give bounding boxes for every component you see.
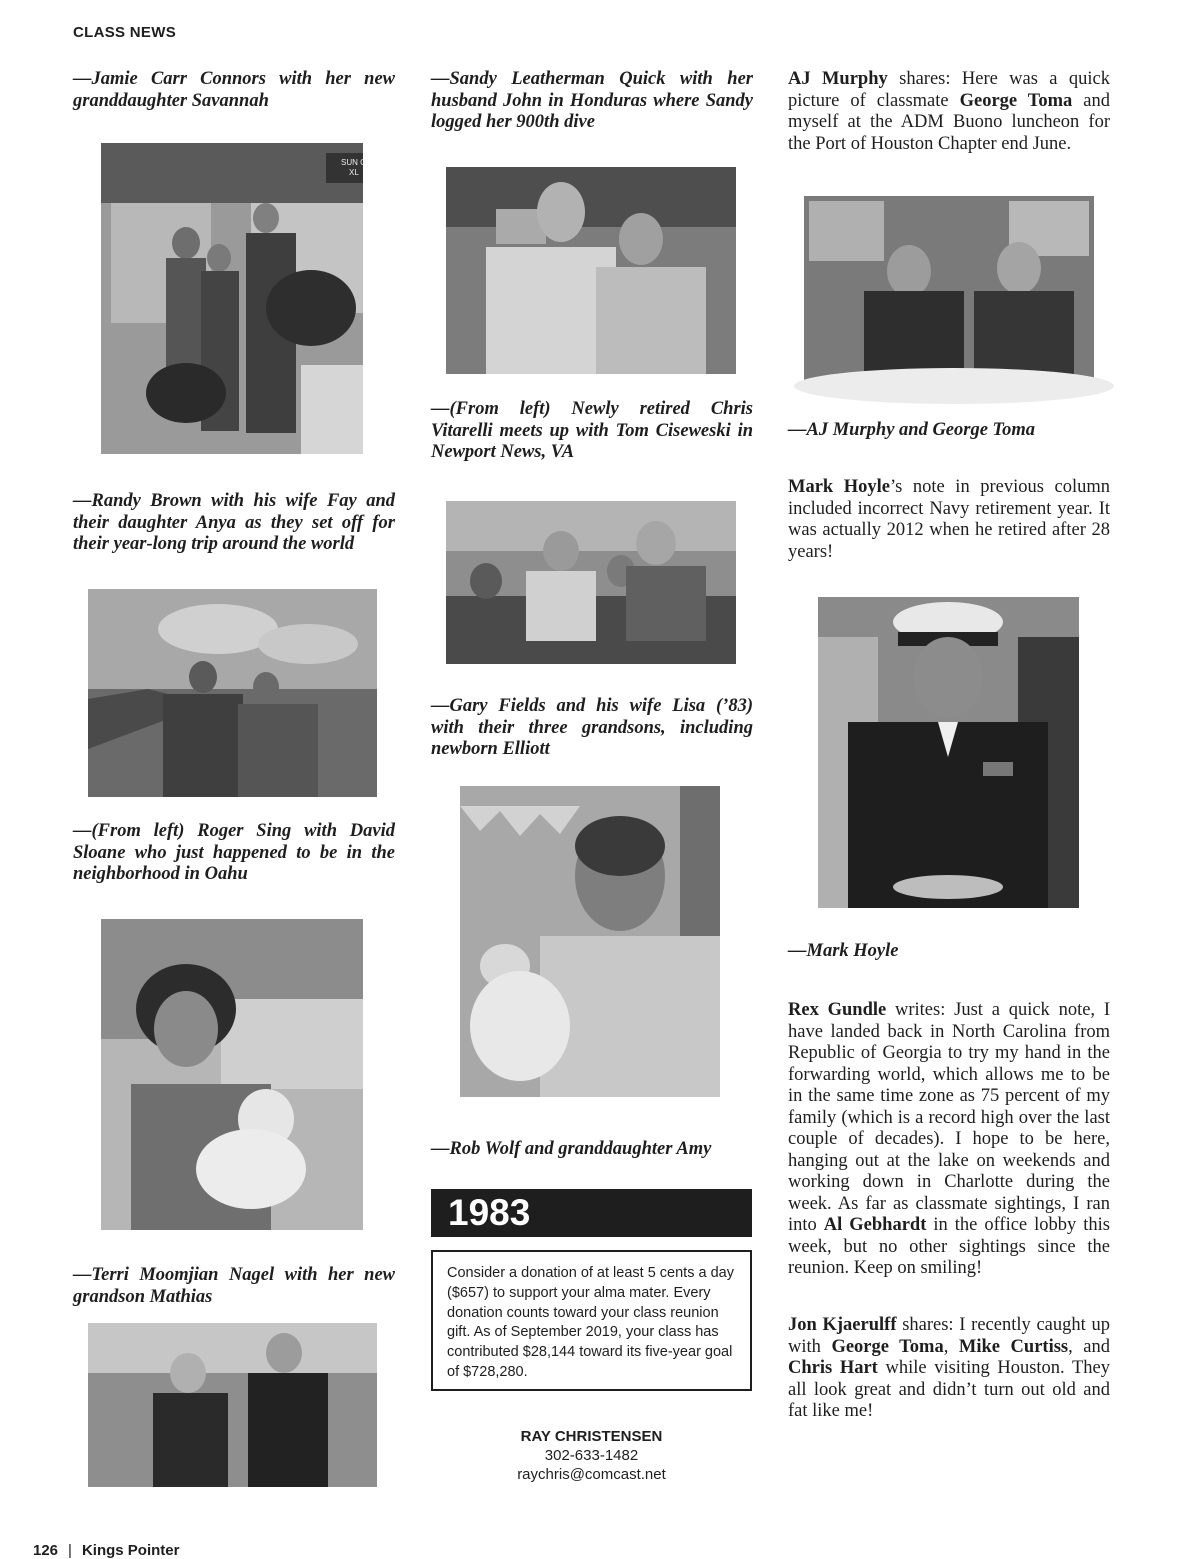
photo-sign-text: SUN C <box>341 158 366 167</box>
section-label: CLASS NEWS <box>73 24 177 41</box>
classmate-name: Rex Gundle <box>788 1000 887 1020</box>
classmate-name: Jon Kjaerulff <box>788 1315 897 1335</box>
classmate-name: Mike Curtiss <box>958 1336 1069 1357</box>
photo-caption: —Gary Fields and his wife Lisa (’83) with their three grandsons, including newborn Elliott <box>431 696 753 759</box>
classmate-name: Al Gebhardt <box>823 1215 927 1235</box>
photo-caption: —Terri Moomjian Nagel with her new grandson Mathias <box>73 1265 395 1307</box>
photo-airport-family <box>101 143 366 454</box>
footer-separator: | <box>68 1542 72 1559</box>
photo-caption: —Rob Wolf and granddaughter Amy <box>431 1139 712 1159</box>
classmate-name: George Toma <box>959 90 1073 111</box>
classmate-name: Mark Hoyle <box>788 477 891 497</box>
page-number: 126 <box>33 1542 59 1559</box>
svg-text:XL: XL <box>349 168 359 177</box>
news-paragraph-kjaerulff: Jon Kjaerulff shares: I recently caught up with George Toma, Mike Curtiss, and Chris Hart while visiting Houston. They all look great and didn’t turn out old and fat like me! <box>788 1315 1111 1421</box>
publication-name: Kings Pointer <box>81 1542 180 1559</box>
classmate-name: George Toma <box>831 1336 944 1357</box>
photo-man-newborn <box>460 786 720 1097</box>
photo-divers <box>88 1323 377 1487</box>
news-paragraph-gundle: Rex Gundle writes: Just a quick note, I have landed back in North Carolina from Republic of Georgia to try my hand in the forwarding world, which allows me to be in the same time zone as 75 percent of my family (which is a record high over the last couple of decades). I hope to be here, hanging out at the lake on weekends and working down in Charlotte during the week. As far as classmate sightings, I ran into Al Gebhardt in the office lobby this week, but no other sightings since the reunion. Keep on smiling! <box>788 1000 1111 1278</box>
class-correspondent-name: RAY CHRISTENSEN <box>520 1428 663 1445</box>
photo-oahu-lookout <box>88 589 377 797</box>
photo-family-couch <box>446 501 736 664</box>
photo-caption: —Jamie Carr Connors with her new granddaughter Savannah <box>73 69 395 111</box>
classmate-name: AJ Murphy <box>788 69 888 89</box>
photo-two-men-restaurant <box>446 167 736 374</box>
photo-caption: —Mark Hoyle <box>788 941 899 961</box>
news-paragraph-murphy: AJ Murphy shares: Here was a quick picture of classmate George Toma and myself at the ADM Buono luncheon for the Port of Houston Chapter end June. <box>788 69 1110 154</box>
photo-luncheon <box>804 196 1094 391</box>
photo-caption: —Randy Brown with his wife Fay and their daughter Anya as they set off for their year-long trip around the world <box>73 491 395 554</box>
photo-navy-portrait <box>818 597 1079 908</box>
class-year-heading: 1983 <box>431 1189 752 1237</box>
photo-caption: —AJ Murphy and George Toma <box>788 420 1036 440</box>
page-footer <box>33 1542 179 1559</box>
photo-woman-newborn <box>101 919 363 1230</box>
class-correspondent-phone: 302-633-1482 <box>544 1447 639 1464</box>
classmate-name: Chris Hart <box>788 1358 878 1378</box>
news-paragraph-hoyle: Mark Hoyle’s note in previous column included incorrect Navy retirement year. It was actually 2012 when he retired after 28 years! <box>788 477 1110 562</box>
photo-caption: —(From left) Newly retired Chris Vitarelli meets up with Tom Ciseweski in Newport News, VA <box>431 399 753 462</box>
class-correspondent-email[interactable]: raychris@comcast.net <box>517 1466 666 1483</box>
photo-caption: —Sandy Leatherman Quick with her husband John in Honduras where Sandy logged her 900th dive <box>431 69 753 132</box>
photo-caption: —(From left) Roger Sing with David Sloane who just happened to be in the neighborhood in Oahu <box>73 821 395 884</box>
donation-notice: Consider a donation of at least 5 cents a day ($657) to support your alma mater. Every donation counts toward your class reunion gift. As of September 2019, your class has contributed $28,144 toward its five-year goal of $728,280. <box>431 1250 752 1391</box>
